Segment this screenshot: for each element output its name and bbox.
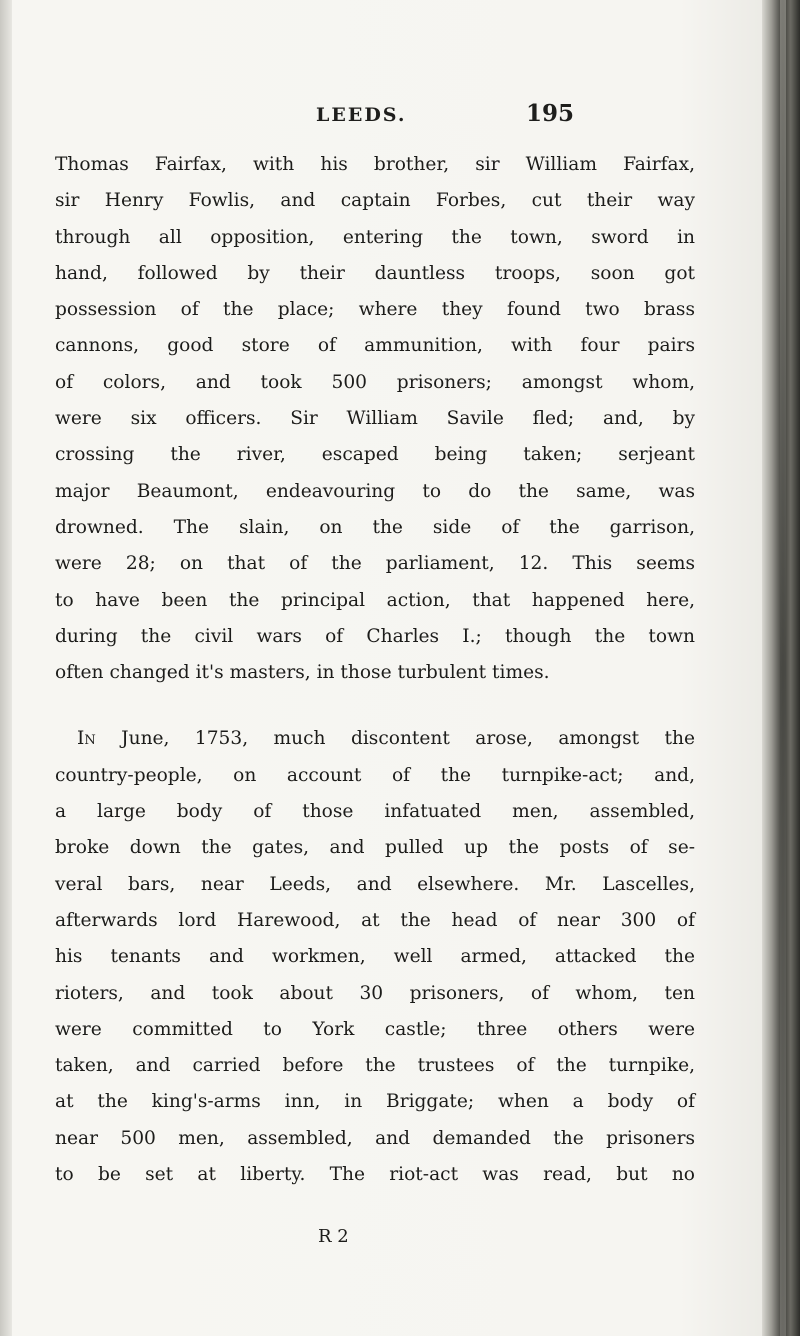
- text-line: taken, and carried before the trustees of the turnpike,: [55, 1055, 695, 1077]
- left-gutter-shadow: [0, 0, 12, 1336]
- text-line: afterwards lord Harewood, at the head of near 300 of: [55, 909, 695, 931]
- paragraph-gap: [55, 691, 695, 721]
- text-line: hand, followed by their dauntless troops, soon got: [55, 262, 695, 284]
- text-line: possession of the place; where they found two brass: [55, 299, 695, 321]
- paragraph-first-line: [55, 721, 695, 757]
- text-line: major Beaumont, endeavouring to do the same, was: [55, 480, 695, 502]
- text-line: to have been the principal action, that happened here,: [55, 589, 695, 611]
- text-line: Thomas Fairfax, with his brother, sir William Fairfax,: [55, 154, 695, 175]
- text-line: a large body of those infatuated men, assembled,: [55, 801, 695, 823]
- text-line: his tenants and workmen, well armed, attacked the: [55, 946, 695, 968]
- paragraph-initial: In: [77, 728, 96, 750]
- text-line: to be set at liberty. The riot-act was read, but no: [55, 1164, 695, 1186]
- text-line: during the civil wars of Charles I.; though the town: [55, 625, 695, 647]
- text-line: through all opposition, entering the town, sword in: [55, 226, 695, 248]
- text-line: were six officers. Sir William Savile fled; and, by: [55, 408, 695, 430]
- text-line: were 28; on that of the parliament, 12. This seems: [55, 553, 695, 575]
- text-line: broke down the gates, and pulled up the posts of se-: [55, 837, 695, 859]
- page-number: 195: [526, 100, 575, 127]
- text-line: veral bars, near Leeds, and elsewhere. Mr. Lascelles,: [55, 873, 695, 895]
- text-line: often changed it's masters, in those turbulent times.: [55, 662, 550, 684]
- text-line: were committed to York castle; three others were: [55, 1018, 695, 1040]
- signature-mark: R 2: [318, 1226, 349, 1247]
- text-line: of colors, and took 500 prisoners; amongst whom,: [55, 371, 695, 393]
- text-line: crossing the river, escaped being taken; serjeant: [55, 444, 695, 466]
- spine-stripe: [780, 0, 786, 1336]
- text-line: country-people, on account of the turnpike-act; and,: [55, 764, 695, 786]
- page-header: [60, 88, 680, 128]
- text-line: sir Henry Fowlis, and captain Forbes, cut their way: [55, 190, 695, 212]
- running-head: LEEDS.: [316, 104, 407, 126]
- text-line: near 500 men, assembled, and demanded the prisoners: [55, 1127, 695, 1149]
- first-line-text: June, 1753, much discontent arose, amongst the: [95, 728, 695, 750]
- body-text: [55, 147, 695, 1193]
- text-line: rioters, and took about 30 prisoners, of whom, ten: [55, 982, 695, 1004]
- text-line: at the king's-arms inn, in Briggate; when a body of: [55, 1091, 695, 1113]
- text-line: drowned. The slain, on the side of the garrison,: [55, 516, 695, 538]
- text-line: cannons, good store of ammunition, with four pairs: [55, 335, 695, 357]
